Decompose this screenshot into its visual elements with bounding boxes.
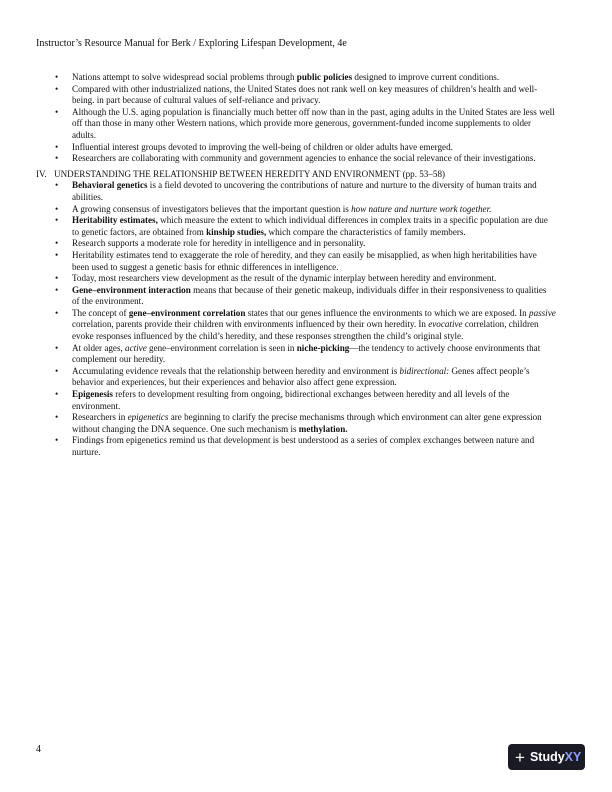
- italic-phrase: bidirectional:: [399, 365, 450, 376]
- bullet-text: Influential interest groups devoted to improving the well-being of children or older adults have emerged.: [72, 141, 453, 152]
- bullet-text: Heritability estimates tend to exaggerate the role of heredity, and they can easily be misapplied, as when high heritabilities have been used to suggest a genetic basis for ethnic differences in intelligence.: [72, 249, 537, 272]
- bold-term: kinship studies,: [206, 226, 267, 237]
- bullet-text: Although the U.S. aging population is financially much better off now than in the past, aging adults in the United States are less well off than those in many other Western nations, which provide more generous, government-funded income supplements to older adults.: [72, 106, 555, 140]
- italic-phrase: how nature and nurture work together.: [351, 203, 492, 214]
- bullet-item: [36, 107, 556, 142]
- bullet-text: The concept of: [72, 307, 129, 318]
- page-number: 4: [36, 744, 41, 755]
- logo-study-text: Study: [529, 750, 565, 764]
- bold-term: public policies: [296, 72, 353, 82]
- bullet-item: [36, 238, 556, 250]
- section-number: IV.: [36, 168, 47, 179]
- bullet-text: Today, most researchers view development as the result of the dynamic interplay between heredity and environment.: [72, 273, 497, 284]
- bullet-text: states that our genes influence the environments to which we are exposed. In: [245, 307, 530, 318]
- bullet-text: which compare the characteristics of family members.: [266, 226, 466, 237]
- bullet-text: Nations attempt to solve widespread social problems through: [72, 72, 297, 82]
- bullet-item: [36, 215, 556, 238]
- logo-xy-text: XY: [564, 750, 582, 764]
- bullet-item: [36, 142, 556, 154]
- bullet-text: correlation, children evoke responses influenced by the child’s heredity, and these responses strengthen the child’s original style.: [72, 319, 539, 342]
- running-header: Instructor’s Resource Manual for Berk / Exploring Lifespan Development, 4e: [36, 38, 347, 49]
- italic-phrase: epigenetics: [127, 412, 169, 423]
- bold-term: gene–environment correlation: [128, 307, 246, 318]
- section-heading: [36, 169, 556, 181]
- bold-term: Heritability estimates,: [72, 215, 158, 226]
- bullet-text: designed to improve current conditions.: [352, 72, 500, 82]
- bullet-item: [36, 273, 556, 285]
- bullet-item: [36, 204, 556, 216]
- bold-term: Behavioral genetics: [72, 180, 148, 191]
- bullet-item: [36, 343, 556, 366]
- bold-term: methylation.: [298, 423, 348, 434]
- bullet-text: At older ages,: [72, 342, 126, 353]
- bullet-item: [36, 285, 556, 308]
- bullet-text: Researchers are collaborating with community and government agencies to enhance the social relevance of their investigations.: [72, 153, 536, 164]
- bullet-item: [36, 180, 556, 203]
- bullet-text: is a field devoted to uncovering the contributions of nature and nurture to the diversity of human traits and abilities.: [72, 180, 537, 202]
- bullet-text: means that because of their genetic makeup, individuals differ in their responsiveness to qualities of the environment.: [72, 284, 547, 307]
- bold-term: niche-picking: [296, 342, 350, 353]
- bullet-text: Accumulating evidence reveals that the relationship between heredity and environment is: [72, 365, 400, 376]
- bullet-item: [36, 389, 556, 412]
- section-title: UNDERSTANDING THE RELATIONSHIP BETWEEN HEREDITY AND ENVIRONMENT (pp. 53–58): [54, 168, 446, 179]
- bullet-item: [36, 308, 556, 343]
- bullet-text: Research supports a moderate role for heredity in intelligence and in personality.: [72, 238, 366, 249]
- bullet-text: Researchers in: [72, 412, 128, 423]
- bullet-text: Genes affect people’s behavior and experiences, but their experiences and behavior also affect gene expression.: [72, 365, 530, 388]
- bullet-item: [36, 72, 556, 84]
- bullet-item: [36, 250, 556, 273]
- bullet-item: [36, 435, 556, 458]
- intro-bullet-list: [36, 72, 556, 165]
- bullet-text: Findings from epigenetics remind us that development is best understood as a series of complex exchanges between nature and nurture.: [72, 435, 535, 457]
- studyxy-logo: [508, 744, 585, 770]
- italic-phrase: passive: [529, 307, 556, 318]
- bullet-text: —the tendency to actively choose environments that complement our heredity.: [72, 342, 541, 365]
- italic-phrase: evocative: [428, 319, 463, 330]
- bullet-text: refers to development resulting from ongoing, bidirectional exchanges between heredity and all levels of the environment.: [72, 389, 510, 411]
- plus-icon: +: [515, 747, 525, 767]
- bullet-text: correlation, parents provide their children with environments influenced by their own heredity. In: [72, 319, 429, 330]
- bullet-text: gene–environment correlation is seen in: [146, 342, 297, 353]
- italic-phrase: active: [125, 342, 147, 353]
- bold-term: Epigenesis: [72, 389, 113, 400]
- bold-term: Gene–environment interaction: [72, 284, 191, 295]
- section-bullet-list: [36, 180, 556, 458]
- page-content: [36, 72, 556, 459]
- bullet-text: A growing consensus of investigators believes that the important question is: [72, 203, 352, 214]
- bullet-item: [36, 153, 556, 165]
- bullet-item: [36, 84, 556, 107]
- bullet-text: are beginning to clarify the precise mechanisms through which environment can alter gene expression without changing the DNA sequence. One such mechanism is: [72, 412, 542, 434]
- bullet-item: [36, 366, 556, 389]
- bullet-text: Compared with other industrialized nations, the United States does not rank well on key measures of children’s health and well-being. in part because of cultural values of self-reliance and privacy.: [72, 83, 538, 106]
- bullet-item: [36, 412, 556, 435]
- bullet-text: which measure the extent to which individual differences in complex traits in a specific population are due to genetic factors, are obtained from: [72, 215, 548, 237]
